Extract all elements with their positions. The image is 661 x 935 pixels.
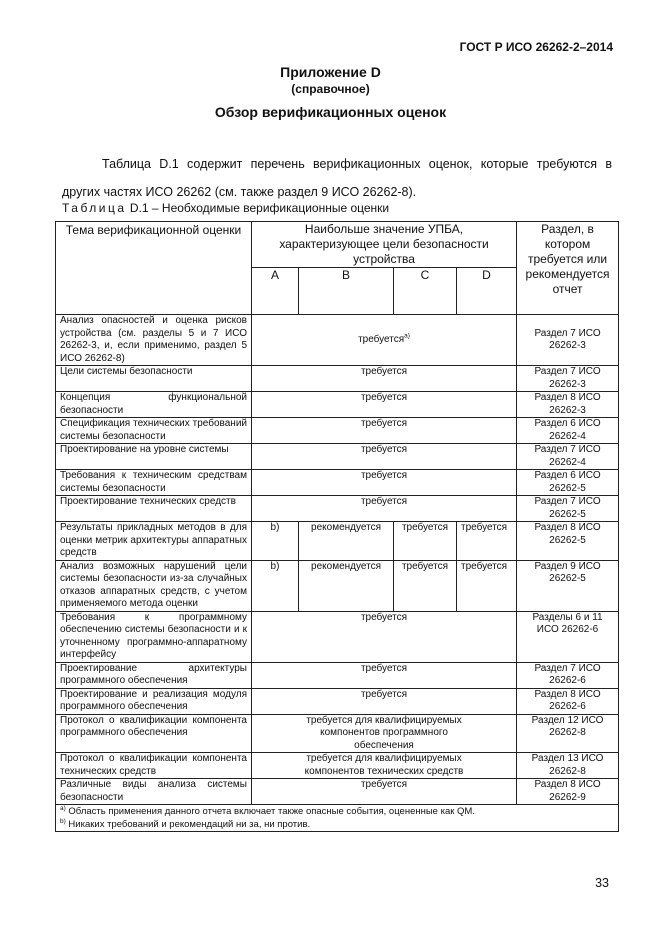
row-requirement: требуется bbox=[252, 392, 517, 418]
row-topic: Проектирование на уровне системы bbox=[56, 444, 252, 470]
row-requirement: требуется bbox=[252, 496, 517, 522]
table-header-row bbox=[56, 222, 619, 268]
table-row bbox=[56, 688, 619, 714]
row-clause: Раздел 7 ИСО 26262-4 bbox=[517, 444, 619, 470]
footnote-ref-a: a) bbox=[404, 332, 410, 340]
row-topic: Протокол о квалификации компонента технических средств bbox=[56, 753, 252, 779]
column-header-topic: Тема верификационной оценки bbox=[56, 222, 252, 315]
row-level-b: рекомендуется bbox=[299, 522, 394, 561]
row-requirement: требуется bbox=[252, 418, 517, 444]
row-topic: Проектирование архитектуры программного обеспечения bbox=[56, 662, 252, 688]
footnote-mark: b) bbox=[60, 817, 66, 825]
table-row bbox=[56, 470, 619, 496]
row-clause: Раздел 13 ИСО 26262-8 bbox=[517, 753, 619, 779]
row-requirement bbox=[252, 315, 517, 366]
table-footnotes-row bbox=[56, 805, 619, 832]
row-requirement: требуется для квалифицируемых компонентов программного обеспечения bbox=[252, 714, 517, 753]
column-header-clause: Раздел, в котором требуется или рекомендуется отчет bbox=[517, 222, 619, 315]
row-topic: Протокол о квалификации компонента программного обеспечения bbox=[56, 714, 252, 753]
row-topic: Результаты прикладных методов в для оценки метрик архитектуры аппаратных средств bbox=[56, 522, 252, 561]
page-number: 33 bbox=[595, 876, 609, 890]
footnote-text: Никаких требований и рекомендаций ни за, ни против. bbox=[65, 819, 311, 830]
table-row bbox=[56, 662, 619, 688]
row-clause: Раздел 8 ИСО 26262-3 bbox=[517, 392, 619, 418]
row-topic: Требования к программному обеспечению системы безопасности и к уточненному программно-аппаратному интерфейсу bbox=[56, 611, 252, 662]
row-clause: Раздел 7 ИСО 26262-3 bbox=[517, 315, 619, 366]
footnote-mark: a) bbox=[60, 804, 66, 812]
row-requirement-text: требуется bbox=[358, 333, 405, 345]
row-topic: Цели системы безопасности bbox=[56, 366, 252, 392]
annex-title: Приложение D bbox=[280, 64, 381, 80]
row-topic: Требования к техническим средствам системы безопасности bbox=[56, 470, 252, 496]
table-row bbox=[56, 611, 619, 662]
column-header-level-d: D bbox=[457, 268, 517, 315]
row-topic: Концепция функциональной безопасности bbox=[56, 392, 252, 418]
column-header-level-b: B bbox=[299, 268, 394, 315]
row-clause: Раздел 6 ИСО 26262-4 bbox=[517, 418, 619, 444]
row-topic: Анализ опасностей и оценка рисков устройства (см. разделы 5 и 7 ИСО 26262-3, и, если применимо, раздел 5 ИСО 26262-8) bbox=[56, 315, 252, 366]
row-clause: Раздел 8 ИСО 26262-9 bbox=[517, 779, 619, 805]
row-clause: Раздел 12 ИСО 26262-8 bbox=[517, 714, 619, 753]
table-row bbox=[56, 315, 619, 366]
row-clause: Раздел 7 ИСО 26262-6 bbox=[517, 662, 619, 688]
footnote bbox=[60, 818, 614, 831]
row-level-d: требуется bbox=[457, 522, 517, 561]
row-clause: Раздел 8 ИСО 26262-6 bbox=[517, 688, 619, 714]
row-requirement: требуется bbox=[252, 366, 517, 392]
row-topic: Анализ возможных нарушений цели системы безопасности из-за случайных отказов аппаратных средств, с учетом применяемого метода оценки bbox=[56, 560, 252, 611]
footnote-text: Область применения данного отчета включает также опасные события, оцененные как QM. bbox=[65, 806, 475, 817]
table-row bbox=[56, 496, 619, 522]
table-caption-prefix: Таблица bbox=[62, 201, 127, 215]
column-header-level-c: C bbox=[394, 268, 457, 315]
table-row bbox=[56, 522, 619, 561]
row-level-a: b) bbox=[252, 560, 299, 611]
table-row bbox=[56, 366, 619, 392]
row-level-d: требуется bbox=[457, 560, 517, 611]
row-topic: Проектирование и реализация модуля программного обеспечения bbox=[56, 688, 252, 714]
table-row bbox=[56, 753, 619, 779]
row-level-c: требуется bbox=[394, 560, 457, 611]
column-header-level-a: A bbox=[252, 268, 299, 315]
table-row bbox=[56, 444, 619, 470]
row-requirement: требуется bbox=[252, 611, 517, 662]
table-caption bbox=[62, 201, 389, 215]
row-requirement: требуется bbox=[252, 779, 517, 805]
row-clause: Раздел 7 ИСО 26262-5 bbox=[517, 496, 619, 522]
section-heading: Обзор верификационных оценок bbox=[214, 104, 447, 120]
row-requirement: требуется bbox=[252, 444, 517, 470]
row-topic: Спецификация технических требований системы безопасности bbox=[56, 418, 252, 444]
table-row bbox=[56, 418, 619, 444]
row-requirement: требуется bbox=[252, 470, 517, 496]
column-header-asil: Наибольше значение УПБА, характеризующее цели безопасности устройства bbox=[252, 222, 517, 268]
row-requirement: требуется bbox=[252, 662, 517, 688]
row-level-b: рекомендуется bbox=[299, 560, 394, 611]
document-code-header: ГОСТ Р ИСО 26262-2–2014 bbox=[459, 40, 613, 54]
footnote bbox=[60, 805, 614, 818]
table-row bbox=[56, 560, 619, 611]
table-footnotes bbox=[56, 805, 619, 832]
row-clause: Раздел 8 ИСО 26262-5 bbox=[517, 522, 619, 561]
row-topic: Проектирование технических средств bbox=[56, 496, 252, 522]
row-clause: Раздел 7 ИСО 26262-3 bbox=[517, 366, 619, 392]
row-clause: Раздел 6 ИСО 26262-5 bbox=[517, 470, 619, 496]
table-caption-text: D.1 – Необходимые верификационные оценки bbox=[126, 201, 390, 215]
row-requirement: требуется для квалифицируемых компонентов технических средств bbox=[252, 753, 517, 779]
table-row bbox=[56, 714, 619, 753]
intro-paragraph: Таблица D.1 содержит перечень верификационных оценок, которые требуются в других частях ИСО 26262 (см. также раздел 9 ИСО 26262-8). bbox=[62, 157, 612, 199]
row-clause: Разделы 6 и 11 ИСО 26262-6 bbox=[517, 611, 619, 662]
row-topic: Различные виды анализа системы безопасности bbox=[56, 779, 252, 805]
row-level-c: требуется bbox=[394, 522, 457, 561]
annex-subtitle: (справочное) bbox=[291, 82, 370, 96]
table-row bbox=[56, 779, 619, 805]
row-level-a: b) bbox=[252, 522, 299, 561]
row-clause: Раздел 9 ИСО 26262-5 bbox=[517, 560, 619, 611]
verification-table bbox=[55, 221, 619, 832]
row-requirement: требуется bbox=[252, 688, 517, 714]
table-row bbox=[56, 392, 619, 418]
